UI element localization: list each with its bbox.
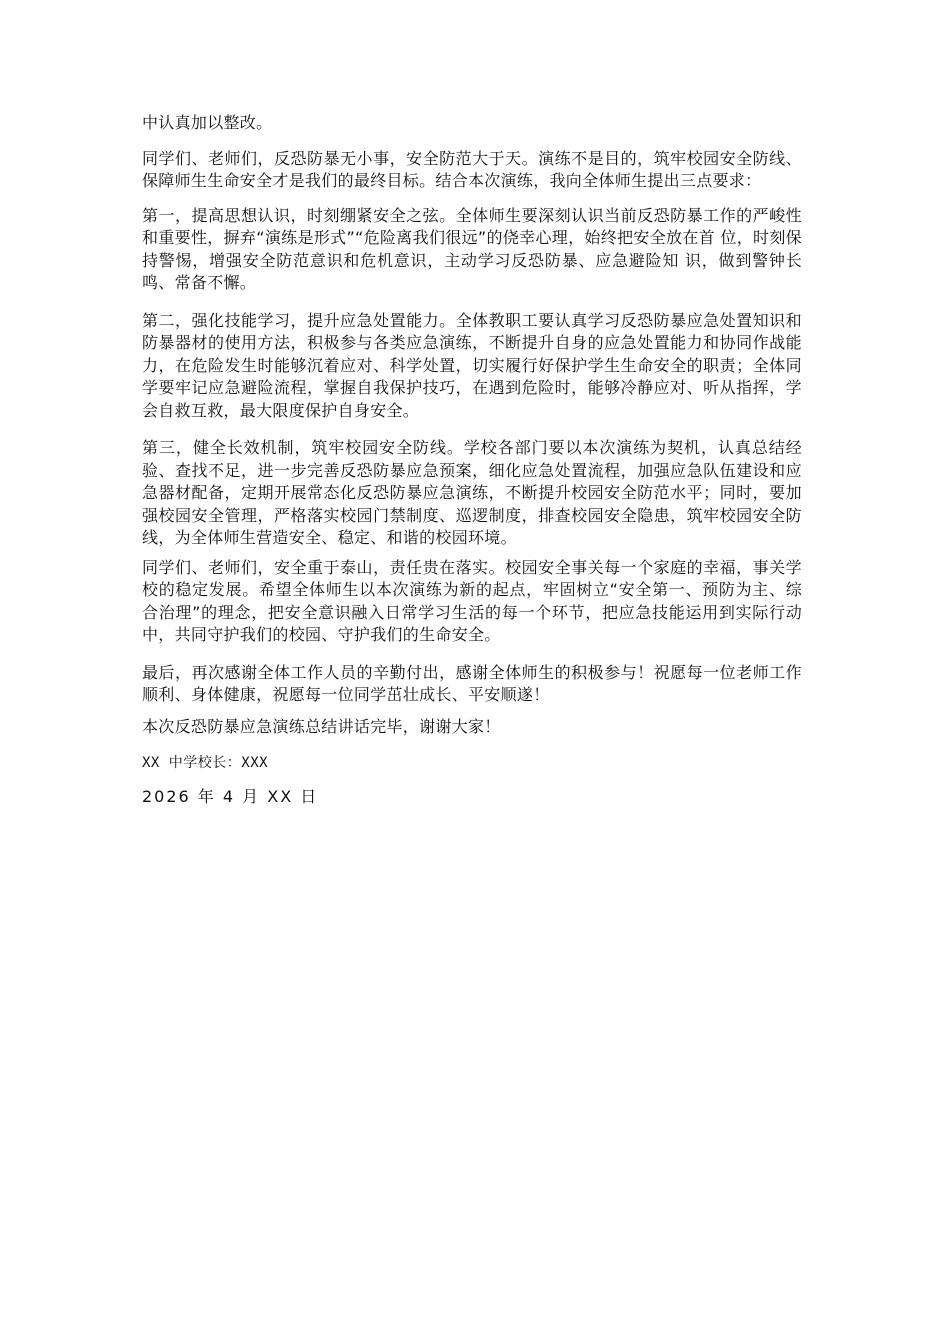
document-page [142,112,802,808]
paragraph-appeal: 同学们、老师们，安全重于泰山，责任贵在落实。校园安全事关每一个家庭的幸福，事关学校的稳定发展。希望全体师生以本次演练为新的起点，牢固树立“安全第一、预防为主、综合治理”的理念，把安全意识融入日常学习生活的每一个环节，把应急技能运用到实际行动中，共同守护我们的校园、守护我们的生命安全。 [142,557,802,644]
paragraph-intro: 同学们、老师们，反恐防暴无小事，安全防范大于天。演练不是目的，筑牢校园安全防线、保障师生生命安全才是我们的最终目标。结合本次演练，我向全体师生提出三点要求： [142,148,802,190]
paragraph-point-three: 第三，健全长效机制，筑牢校园安全防线。学校各部门要以本次演练为契机，认真总结经验、查找不足，进一步完善反恐防暴应急预案，细化应急处置流程，加强应急队伍建设和应急器材配备，定期开展常态化反恐防暴应急演练，不断提升校园安全防范水平；同时，要加强校园安全管理，严格落实校园门禁制度、巡逻制度，排查校园安全隐患，筑牢校园安全防线，为全体师生营造安全、稳定、和谐的校园环境。 [142,438,802,547]
paragraph-thanks: 最后，再次感谢全体工作人员的辛勤付出，感谢全体师生的积极参与！祝愿每一位老师工作顺利、身体健康，祝愿每一位同学茁壮成长、平安顺遂！ [142,662,802,704]
date: 2026 年 4 月 XX 日 [142,786,319,806]
paragraph-closing: 本次反恐防暴应急演练总结讲话完毕，谢谢大家！ [142,716,501,736]
signature: XX 中学校长：XXX [142,755,269,771]
paragraph-point-one: 第一，提高思想认识，时刻绷紧安全之弦。全体师生要深刻认识当前反恐防暴工作的严峻性和重要性，摒弃“演练是形式”“危险离我们很远”的侥幸心理，始终把安全放在首 位，时刻保持警惕，增强安全防范意识和危机意识，主动学习反恐防暴、应急避险知 识，做到警钟长鸣、常备不懈。 [142,205,802,292]
paragraph-point-two: 第二，强化技能学习，提升应急处置能力。全体教职工要认真学习反恐防暴应急处置知识和防暴器材的使用方法，积极参与各类应急演练，不断提升自身的应急处置能力和协同作战能力，在危险发生时能够沉着应对、科学处置，切实履行好保护学生生命安全的职责；全体同学要牢记应急避险流程，掌握自我保护技巧，在遇到危险时，能够冷静应对、听从指挥，学会自救互救，最大限度保护自身安全。 [142,310,802,420]
paragraph-continuation: 中认真加以整改。 [142,113,273,132]
